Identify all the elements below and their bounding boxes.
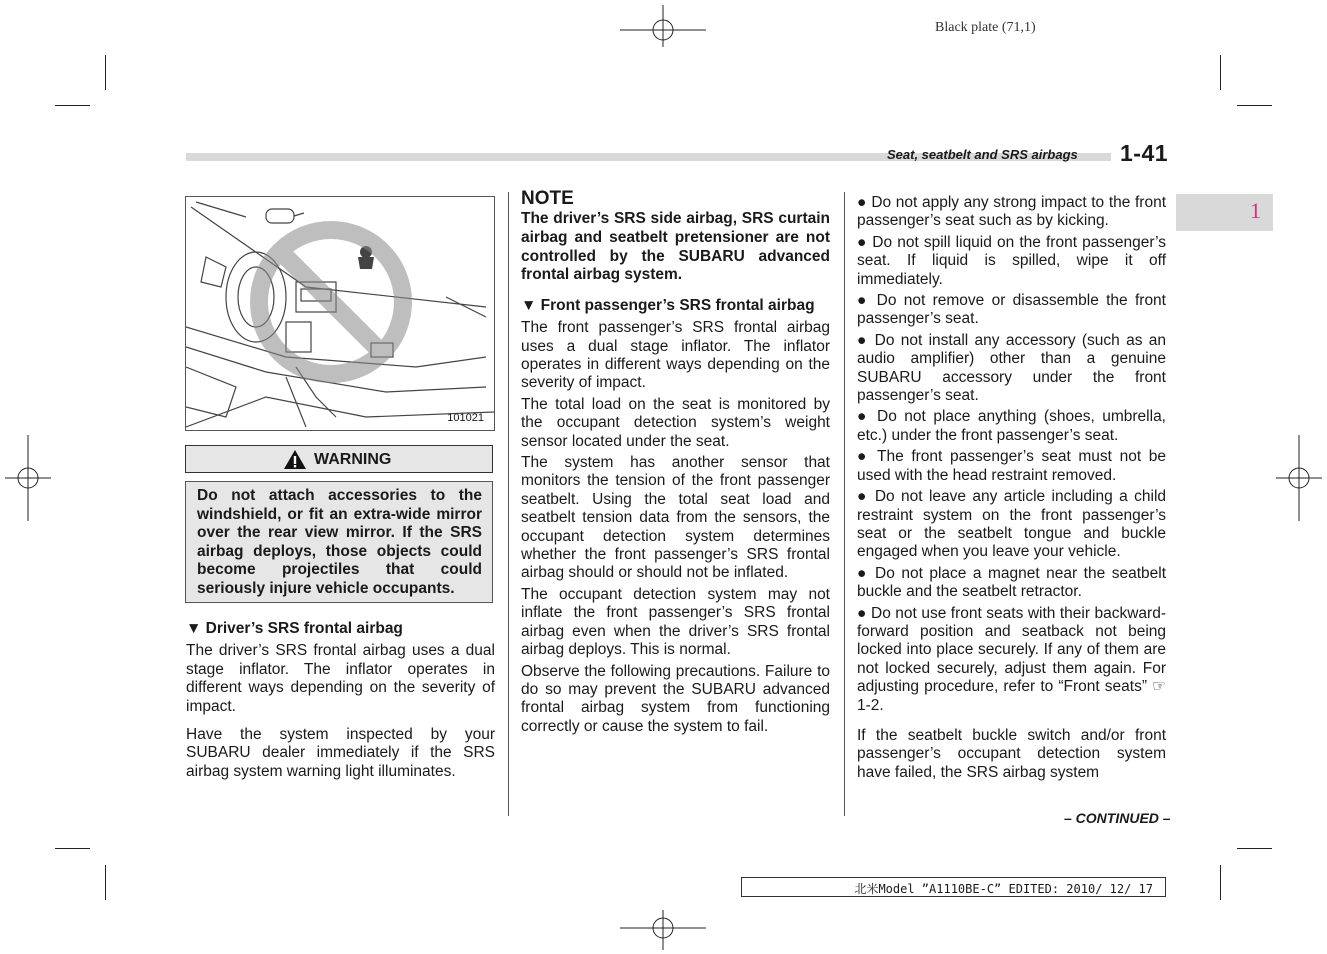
crop-mark xyxy=(55,848,90,849)
plate-label: Black plate (71,1) xyxy=(935,20,1036,35)
dashboard-drawing xyxy=(186,197,494,430)
precaution-item: ● Do not place anything (shoes, umbrella, etc.) under the front passenger’s seat. xyxy=(857,408,1166,444)
warning-triangle-icon xyxy=(283,449,307,470)
middle-column xyxy=(521,190,830,739)
precaution-item: ● The front passenger’s seat must not be used with the head restraint removed. xyxy=(857,448,1166,484)
footer-box xyxy=(741,877,1166,897)
dashboard-illustration xyxy=(185,196,495,431)
passenger-paragraph: The total load on the seat is monitored by the occupant detection system’s weight sensor located under the seat. xyxy=(521,395,830,450)
crop-mark xyxy=(105,55,106,90)
precaution-item: ● Do not remove or disassemble the front passenger’s seat. xyxy=(857,292,1166,328)
right-column xyxy=(857,194,1166,785)
driver-paragraph: Have the system inspected by your SUBARU dealer immediately if the SRS airbag system warning light illuminates. xyxy=(186,726,495,780)
closing-paragraph: If the seatbelt buckle switch and/or front passenger’s occupant detection system have failed, the SRS airbag system xyxy=(857,726,1166,781)
registration-mark-left xyxy=(5,435,51,521)
precaution-item: ● Do not apply any strong impact to the front passenger’s seat such as by kicking. xyxy=(857,194,1167,230)
footer-text: 北米Model ”A1110BE-C” EDITED: 2010/ 12/ 17 xyxy=(854,882,1153,896)
chapter-tab-number: 1 xyxy=(1250,198,1261,223)
warning-title: WARNING xyxy=(314,451,392,468)
registration-mark-bottom xyxy=(620,910,706,950)
driver-paragraph: The driver’s SRS frontal airbag uses a dual stage inflator. The inflator operates in different ways depending on the severity of impact. xyxy=(186,642,495,715)
crop-mark xyxy=(105,865,106,900)
section-title: Seat, seatbelt and SRS airbags xyxy=(887,147,1078,162)
note-title: NOTE xyxy=(521,188,574,209)
precaution-item: ● Do not leave any article including a child restraint system on the front passenger’s seat or the seatbelt tongue and buckle engaged when you leave your vehicle. xyxy=(857,488,1167,561)
crop-mark xyxy=(1220,55,1221,90)
passenger-heading: ▼ Front passenger’s SRS frontal airbag xyxy=(521,296,815,314)
column-divider xyxy=(508,192,509,816)
page-number: 1-41 xyxy=(1120,140,1169,166)
column-divider xyxy=(844,192,845,816)
warning-text: Do not attach accessories to the windshield, or fit an extra-wide mirror over the rear view mirror. If the SRS airbag deploys, those objects could become projectiles that could seriously injure vehicle occupants. xyxy=(185,481,493,603)
precaution-item: ● Do not use front seats with their backward-forward position and seatback not being locked into place securely. If any of them are not locked securely, adjust them again. For adjusting procedure, refer to “Front seats” ☞1-2. xyxy=(857,604,1166,714)
driver-section xyxy=(186,620,495,784)
passenger-paragraph: The occupant detection system may not inflate the front passenger’s SRS frontal airbag even when the driver’s SRS frontal airbag deploys. This is normal. xyxy=(521,585,830,659)
crop-mark xyxy=(1237,848,1272,849)
passenger-paragraph: The front passenger’s SRS frontal airbag uses a dual stage inflator. The inflator operates in different ways depending on the severity of impact. xyxy=(521,319,830,392)
crop-mark xyxy=(1220,865,1221,900)
precaution-item: ● Do not install any accessory (such as an audio amplifier) other than a genuine SUBARU accessory under the front passenger’s seat. xyxy=(857,331,1166,405)
continued-label: – CONTINUED – xyxy=(1064,810,1171,826)
note-text: The driver’s SRS side airbag, SRS curtain airbag and seatbelt pretensioner are not controlled by the SUBARU advanced frontal airbag system. xyxy=(521,210,830,284)
precaution-item: ● Do not spill liquid on the front passenger’s seat. If liquid is spilled, wipe it off immediately. xyxy=(857,233,1166,288)
crop-mark xyxy=(55,105,90,106)
figure-label: 101021 xyxy=(447,412,484,424)
registration-mark-top xyxy=(620,5,706,47)
passenger-paragraph: The system has another sensor that monitors the tension of the front passenger seatbelt. Using the total seat load and seatbelt tension data from the sensors, the occupant detection system determines whether the front passenger’s SRS frontal airbag should or should not be inflated. xyxy=(521,454,830,582)
precaution-item: ● Do not place a magnet near the seatbelt buckle and the seatbelt retractor. xyxy=(857,564,1166,601)
passenger-paragraph: Observe the following precautions. Failure to do so may prevent the SUBARU advanced frontal airbag system from functioning correctly or cause the system to fail. xyxy=(521,662,830,735)
driver-heading: ▼ Driver’s SRS frontal airbag xyxy=(186,620,403,637)
warning-header xyxy=(185,445,493,473)
registration-mark-right xyxy=(1276,435,1322,521)
crop-mark xyxy=(1237,105,1272,106)
